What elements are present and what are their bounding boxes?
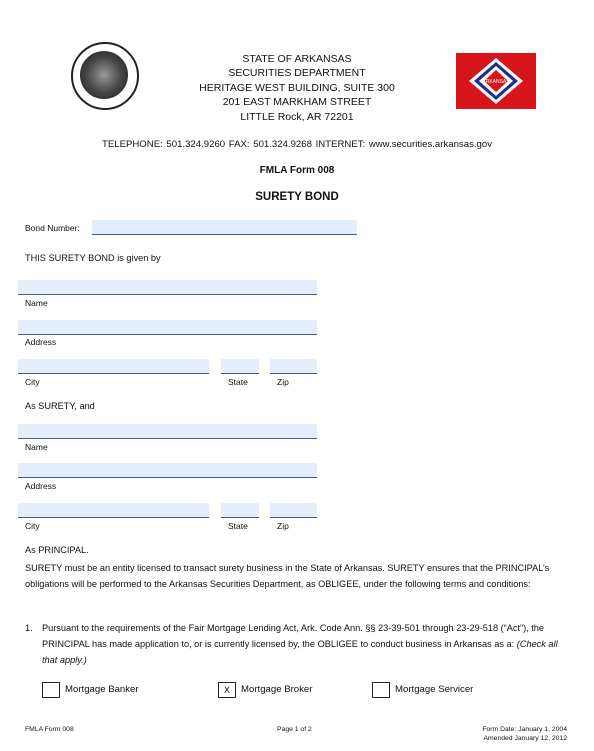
surety-state-field[interactable] <box>221 359 259 374</box>
principal-zip-label: Zip <box>277 521 289 531</box>
as-surety-text: As SURETY, and <box>25 401 95 411</box>
principal-zip-field[interactable] <box>270 503 317 518</box>
bond-number-label: Bond Number: <box>25 223 80 233</box>
item1-note: (Check all that apply.) <box>42 639 558 665</box>
surety-address-field[interactable] <box>18 320 317 335</box>
item1-text: Pursuant to the requirements of the Fair Mortgage Lending Act, Ark. Code Ann. §§ 23-39-501 through 23-29-518 (“Act”), the PRINCIPAL has made application to, or is currently licensed by, the OBLIGEE to conduct business in Arkansas as a: <box>42 623 545 649</box>
mortgage-broker-checkbox[interactable]: X <box>218 682 236 698</box>
arkansas-flag <box>456 53 536 109</box>
footer-form-number: FMLA Form 008 <box>25 726 74 733</box>
header-line-3: HERITAGE WEST BUILDING, SUITE 300 <box>199 82 395 94</box>
footer-amended-date: Amended January 12, 2012 <box>483 735 567 742</box>
principal-name-label: Name <box>25 442 48 452</box>
principal-state-label: State <box>228 521 248 531</box>
surety-address-label: Address <box>25 337 57 347</box>
footer-page-number: Page 1 of 2 <box>277 726 312 733</box>
surety-name-field[interactable] <box>18 280 317 295</box>
header-line-2: SECURITIES DEPARTMENT <box>228 67 366 79</box>
mortgage-broker-label: Mortgage Broker <box>241 684 313 695</box>
bond-number-field[interactable] <box>92 220 357 235</box>
principal-address-label: Address <box>25 481 57 491</box>
item1-number: 1. <box>25 623 33 633</box>
surety-paragraph: SURETY must be an entity licensed to transact surety business in the State of Arkansas. SURETY ensures that the PRINCIPAL’s obligations will be performed to the Arkansas Securities Department, as OBLIGEE, under the following terms and conditions: <box>25 563 550 589</box>
flag-diamond-icon <box>468 57 524 105</box>
surety-zip-label: Zip <box>277 377 289 387</box>
surety-city-field[interactable] <box>18 359 209 374</box>
given-by-text: THIS SURETY BOND is given by <box>25 253 161 263</box>
header-line-4: 201 EAST MARKHAM STREET <box>222 96 372 108</box>
header-line-5: LITTLE Rock, AR 72201 <box>240 111 354 123</box>
contact-line: TELEPHONE: 501.324.9260 FAX: 501.324.9268 INTERNET: www.securities.arkansas.gov <box>101 139 492 150</box>
principal-city-label: City <box>25 521 40 531</box>
mortgage-servicer-label: Mortgage Servicer <box>395 684 474 695</box>
footer-form-date: Form Date: January 1, 2004 <box>482 726 567 733</box>
header-line-1: STATE OF ARKANSAS <box>242 53 352 65</box>
mortgage-banker-label: Mortgage Banker <box>65 684 139 695</box>
principal-name-field[interactable] <box>18 424 317 439</box>
mortgage-banker-checkbox[interactable] <box>42 682 60 698</box>
mortgage-servicer-checkbox[interactable] <box>372 682 390 698</box>
surety-city-label: City <box>25 377 40 387</box>
principal-address-field[interactable] <box>18 463 317 478</box>
surety-zip-field[interactable] <box>270 359 317 374</box>
item1-paragraph <box>42 620 572 668</box>
form-number: FMLA Form 008 <box>259 165 335 176</box>
surety-state-label: State <box>228 377 248 387</box>
principal-city-field[interactable] <box>18 503 209 518</box>
principal-state-field[interactable] <box>221 503 259 518</box>
surety-name-label: Name <box>25 298 48 308</box>
as-principal-text: As PRINCIPAL. <box>25 545 89 555</box>
page-title: SURETY BOND <box>255 191 339 203</box>
flag-text: ARKANSAS <box>482 79 510 85</box>
